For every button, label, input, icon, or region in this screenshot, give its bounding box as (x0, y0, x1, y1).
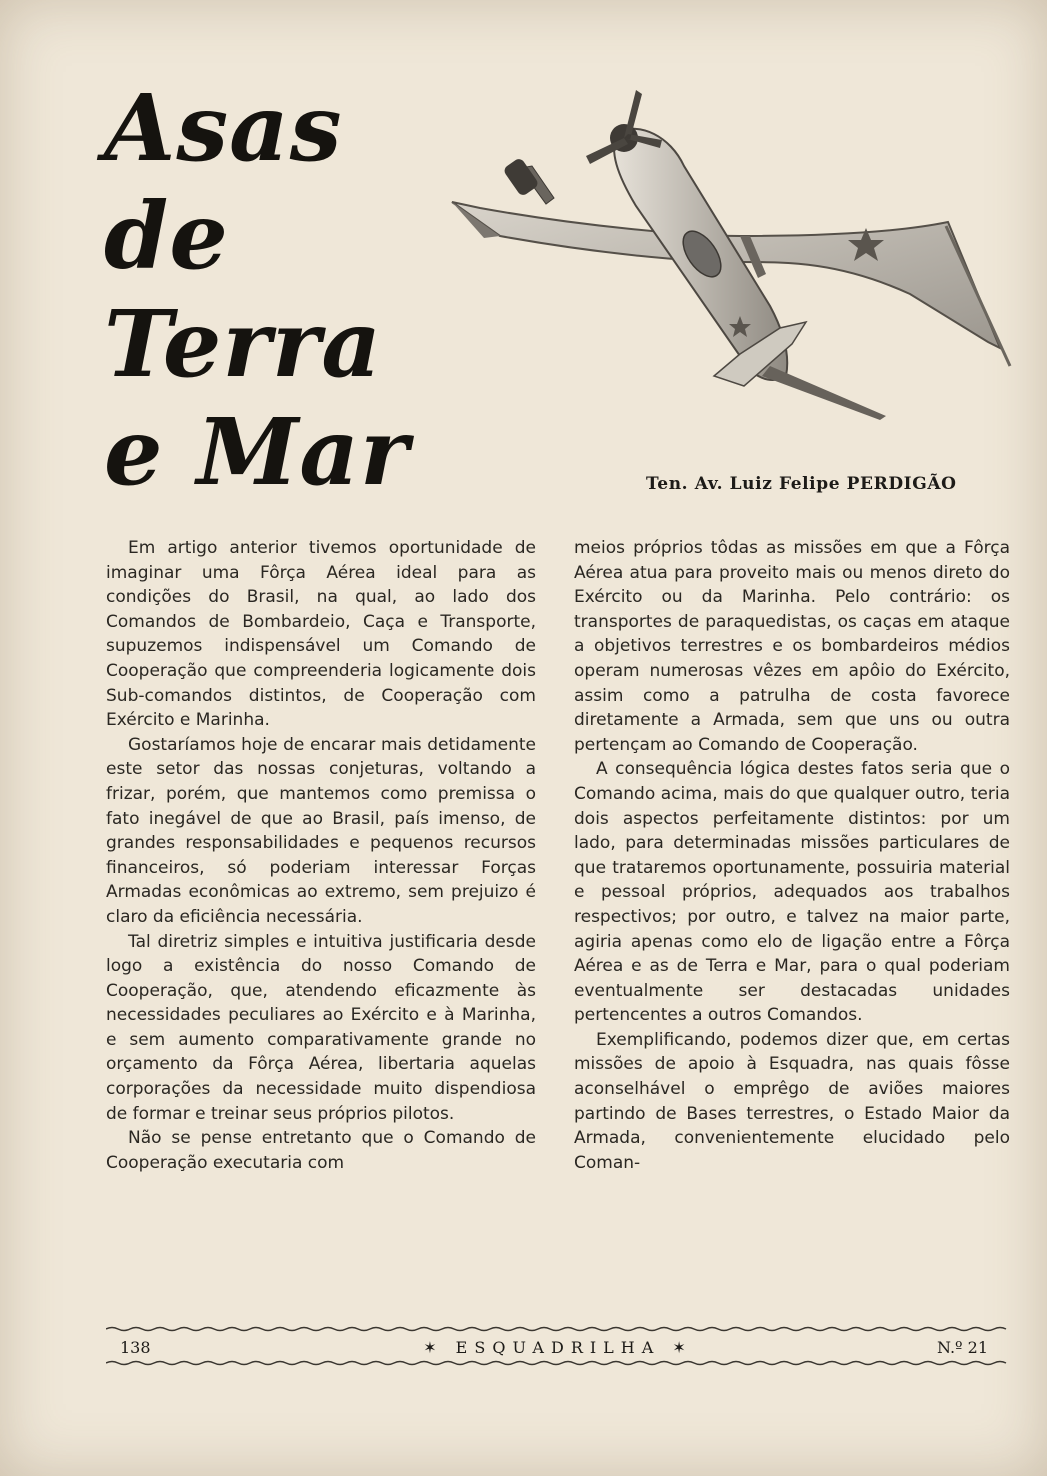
author-byline: Ten. Av. Luiz Felipe PERDIGÃO (646, 474, 957, 494)
paragraph: meios próprios tôdas as missões em que a Fôrça Aérea atua para proveito mais ou menos direto do Exército ou da Marinha. Pelo contrário: os transportes de paraquedistas, os caças em ataque a objetivos terrestres e os bombardeiros médios operam numerosas vêzes em apôio do Exército, assim como a patrulha de costa favorece diretamente a Armada, sem que uns ou outra pertençam ao Comando de Cooperação. (574, 538, 1010, 755)
title-line-4: e Mar (104, 398, 410, 506)
fighter-plane-illustration (440, 86, 1020, 426)
page-number: 138 (120, 1338, 151, 1357)
paragraph: Exemplificando, podemos dizer que, em certas missões de apoio à Esquadra, nas quais fôsse aconselhável o emprêgo de aviões maiores partindo de Bases terrestres, o Estado Maior da Armada, convenientemente elucidado pelo Coman- (574, 1029, 1010, 1173)
paragraph: Tal diretriz simples e intuitiva justificaria desde logo a existência do nosso Comando de Cooperação, que, atendendo eficazmente às necessidades peculiares ao Exército e à Marinha, e sem aumento comparativamente grande no orçamento da Fôrça Aérea, libertaria aquelas corporações da necessidade muito dispendiosa de formar e treinar seus próprios pilotos. (106, 931, 536, 1124)
article-title (104, 74, 409, 506)
footer-top-rule (106, 1326, 1010, 1332)
right-text-column (574, 536, 1010, 1175)
page-footer (106, 1336, 1010, 1360)
left-text-column (106, 536, 536, 1175)
paragraph: Não se pense entretanto que o Comando de Cooperação executaria com (106, 1128, 536, 1173)
paragraph: Gostaríamos hoje de encarar mais detidamente este setor das nossas conjeturas, voltando a frizar, porém, que mantemos como premissa o fato inegável de que ao Brasil, país imenso, de grandes responsabilidades e pequenos recursos financeiros, só poderiam interessar Forças Armadas econômicas ao extremo, sem prejuizo é claro da eficiência necessária. (106, 734, 536, 927)
title-line-2: de (104, 182, 229, 290)
footer-bottom-rule (106, 1360, 1010, 1366)
paragraph: A consequência lógica destes fatos seria que o Comando acima, mais do que qualquer outro, teria dois aspectos perfeitamente distintos: por um lado, para determinadas missões particulares de que trataremos oportunamente, possuiria material e pessoal próprios, adequados aos trabalhos respectivos; por outro, e talvez na maior parte, agiria apenas como elo de ligação entre a Fôrça Aérea e as de Terra e Mar, para o qual poderiam eventualmente ser destacadas unidades pertencentes a outros Comandos. (574, 759, 1010, 1026)
paragraph: Em artigo anterior tivemos oportunidade de imaginar uma Fôrça Aérea ideal para as condições do Brasil, na qual, ao lado dos Comandos de Bombardeio, Caça e Transporte, supuzemos indispensável um Comando de Cooperação que compreenderia logicamente dois Sub-comandos distintos, de Cooperação com Exército e Marinha. (106, 538, 536, 731)
title-line-3: Terra (104, 290, 382, 398)
title-line-1: Asas (104, 74, 343, 182)
issue-number: N.º 21 (936, 1338, 988, 1357)
magazine-name: ✶ ESQUADRILHA ✶ (423, 1338, 693, 1357)
